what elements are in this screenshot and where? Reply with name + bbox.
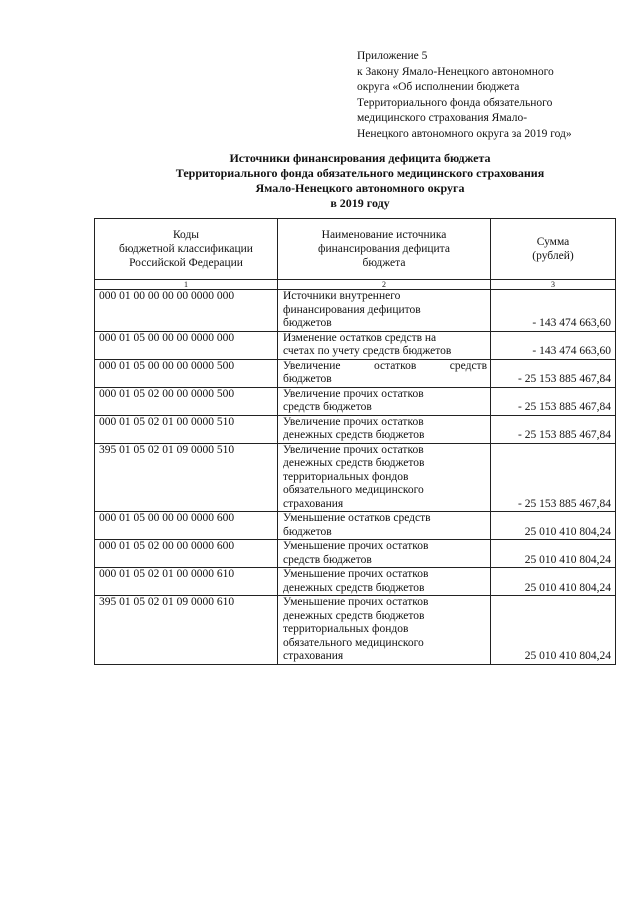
header-line: финансирования дефицита [318,243,450,255]
source-name-cell [278,387,491,415]
amount-cell: - 25 153 885 467,84 [491,443,616,512]
table-header-row [95,219,616,280]
name-line: Изменение остатков средств на [283,331,437,344]
budget-code-cell: 000 01 05 02 01 00 0000 510 [95,415,278,443]
name-line: территориальных фондов [283,470,409,483]
title-line: Ямало-Ненецкого автономного округа [255,181,465,195]
name-word: средств [449,359,487,372]
header-name [278,219,491,280]
amount-cell: 25 010 410 804,24 [491,512,616,540]
budget-code-cell: 395 01 05 02 01 09 0000 510 [95,443,278,512]
header-line: Наименование источника [321,229,447,241]
amount-cell: 25 010 410 804,24 [491,540,616,568]
source-name-cell [278,290,491,332]
name-line: счетах по учету средств бюджетов [283,345,452,357]
budget-code-cell: 395 01 05 02 01 09 0000 610 [95,596,278,665]
header-codes [95,219,278,280]
appendix-line: округа «Об исполнении бюджета [357,81,520,93]
appendix-line: Приложение 5 [357,50,428,62]
appendix-line: медицинского страхования Ямало- [357,112,528,124]
amount-cell: - 143 474 663,60 [491,331,616,359]
column-number: 2 [278,280,491,290]
name-line: средств бюджетов [283,401,372,413]
table-row [95,415,616,443]
budget-code-cell: 000 01 05 02 00 00 0000 500 [95,387,278,415]
source-name-cell [278,331,491,359]
header-line: Коды [172,229,200,241]
name-line: страхования [283,497,344,510]
amount-cell: - 143 474 663,60 [491,290,616,332]
header-line: (рублей) [532,250,574,262]
name-line: страхования [283,650,344,662]
budget-code-cell: 000 01 05 02 00 00 0000 600 [95,540,278,568]
name-line: денежных средств бюджетов [283,457,425,469]
name-line: денежных средств бюджетов [283,609,425,622]
amount-cell: - 25 153 885 467,84 [491,415,616,443]
appendix-note [357,49,627,142]
table-row [95,443,616,512]
name-line: денежных средств бюджетов [283,581,425,594]
amount-cell: - 25 153 885 467,84 [491,387,616,415]
amount-cell: 25 010 410 804,24 [491,568,616,596]
name-line: Уменьшение прочих остатков [283,540,429,552]
appendix-line: Территориального фонда обязательного [357,96,553,109]
name-line: территориальных фондов [283,623,409,635]
table-row [95,331,616,359]
source-name-cell [278,359,491,387]
budget-code-cell: 000 01 05 00 00 00 0000 000 [95,331,278,359]
appendix-line: Ненецкого автономного округа за 2019 год» [357,127,572,140]
budget-code-cell: 000 01 05 00 00 00 0000 500 [95,359,278,387]
table-row [95,596,616,665]
table-row [95,290,616,332]
table-row [95,540,616,568]
amount-cell: - 25 153 885 467,84 [491,359,616,387]
name-line: средств бюджетов [283,553,372,566]
name-line: Увеличение прочих остатков [283,443,424,456]
source-name-cell [278,512,491,540]
table-row [95,359,616,387]
name-line: бюджетов [283,373,332,385]
header-line: Сумма [536,236,570,248]
header-line: Российской Федерации [129,257,243,269]
name-line [283,360,487,374]
name-line: Уменьшение прочих остатков [283,568,429,580]
name-line: Увеличение прочих остатков [283,415,424,428]
source-name-cell [278,596,491,665]
financing-sources-table [94,218,616,665]
budget-code-cell: 000 01 05 02 01 00 0000 610 [95,568,278,596]
name-line: бюджетов [283,317,332,329]
name-line: обязательного медицинского [283,484,424,496]
budget-code-cell: 000 01 00 00 00 00 0000 000 [95,290,278,332]
source-name-cell [278,415,491,443]
name-line: бюджетов [283,525,332,538]
column-number-row [95,280,616,290]
title-line: Территориального фонда обязательного медицинского страхования [175,166,545,180]
header-line: бюджета [362,257,406,269]
name-line: Увеличение прочих остатков [283,387,424,400]
header-sum [491,219,616,280]
document-title [80,151,640,211]
table-row [95,568,616,596]
table-row [95,387,616,415]
name-line: Уменьшение прочих остатков [283,596,429,608]
title-line: Источники финансирования дефицита бюджета [229,151,491,165]
table-row [95,512,616,540]
name-line: Уменьшение остатков средств [283,512,431,524]
name-line: Источники внутреннего [283,290,401,302]
source-name-cell [278,540,491,568]
name-word: остатков [373,359,417,372]
header-line: бюджетной классификации [119,243,253,255]
appendix-line: к Закону Ямало-Ненецкого автономного [357,65,554,78]
budget-code-cell: 000 01 05 00 00 00 0000 600 [95,512,278,540]
name-line: обязательного медицинского [283,636,424,649]
name-line: денежных средств бюджетов [283,429,425,441]
column-number: 3 [491,280,616,290]
title-line: в 2019 году [330,196,390,210]
column-number: 1 [95,280,278,290]
source-name-cell [278,443,491,512]
name-word: Увеличение [283,359,341,372]
amount-cell: 25 010 410 804,24 [491,596,616,665]
table-body [95,290,616,665]
source-name-cell [278,568,491,596]
name-line: финансирования дефицитов [283,303,421,316]
